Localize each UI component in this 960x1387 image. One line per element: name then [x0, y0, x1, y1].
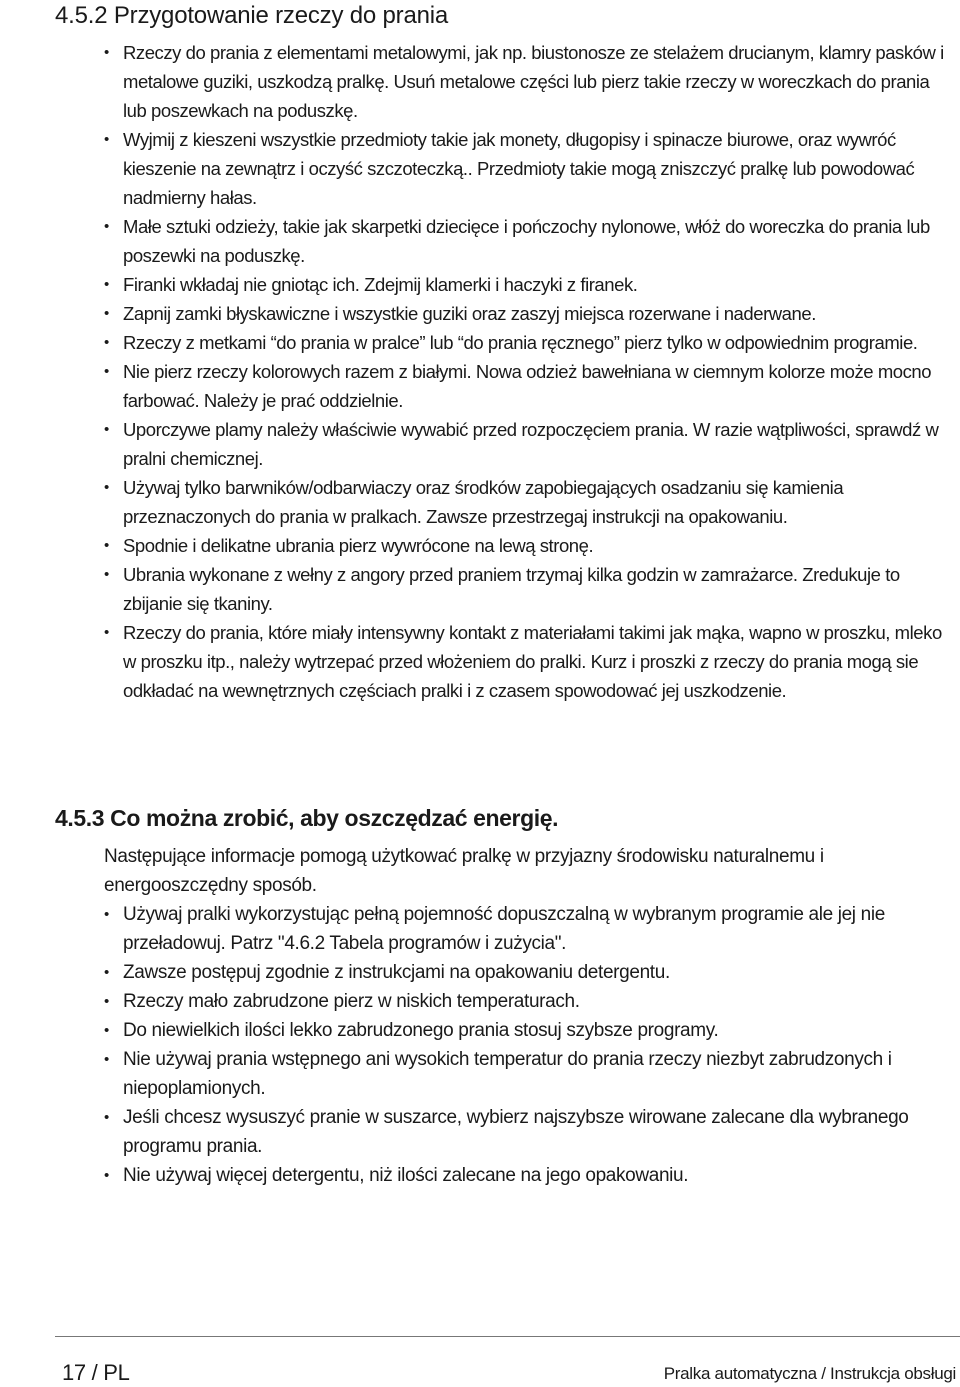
list-item: • Uporczywe plamy należy właściwie wywabić przed rozpoczęciem prania. W razie wątpliwości, sprawdź w pralni chemicznej.: [104, 415, 956, 473]
list-item: • Nie pierz rzeczy kolorowych razem z białymi. Nowa odzież bawełniana w ciemnym kolorze może mocno farbować. Należy je prać oddzielnie.: [104, 357, 956, 415]
energy-saving-intro: Następujące informacje pomogą użytkować pralkę w przyjazny środowisku naturalnemu i energooszczędny sposób.: [104, 846, 824, 896]
list-item: • Rzeczy do prania z elementami metalowymi, jak np. biustonosze ze stelażem drucianym, klamry pasków i metalowe guziki, uszkodzą pralkę. Usuń metalowe części lub pierz takie rzeczy w woreczkach do prania lub poszewkach na poduszkę.: [104, 38, 956, 125]
energy-saving-bullet-list: [104, 900, 956, 1190]
list-item: • Do niewielkich ilości lekko zabrudzonego prania stosuj szybsze programy.: [104, 1016, 956, 1045]
footer-divider: [55, 1336, 960, 1337]
list-item: • Rzeczy do prania, które miały intensywny kontakt z materiałami takimi jak mąka, wapno w proszku, mleko w proszku itp., należy wytrzepać przed włożeniem do pralki. Kurz i proszki z rzeczy do prania mogą sie odkładać na wewnętrznych częściach pralki i z czasem spowodować jej uszkodzenie.: [104, 618, 956, 705]
section-heading-preparation: 4.5.2 Przygotowanie rzeczy do prania: [55, 2, 449, 29]
section-heading-energy-saving: 4.5.3 Co można zrobić, aby oszczędzać energię.: [55, 805, 559, 831]
list-item: • Rzeczy z metkami “do prania w pralce” lub “do prania ręcznego” pierz tylko w odpowiednim programie.: [104, 328, 956, 357]
list-item: • Zapnij zamki błyskawiczne i wszystkie guziki oraz zaszyj miejsca rozerwane i naderwane.: [104, 299, 956, 328]
list-item: • Zawsze postępuj zgodnie z instrukcjami na opakowaniu detergentu.: [104, 958, 956, 987]
list-item: • Nie używaj prania wstępnego ani wysokich temperatur do prania rzeczy niezbyt zabrudzonych i niepoplamionych.: [104, 1045, 956, 1103]
list-item: • Używaj pralki wykorzystując pełną pojemność dopuszczalną w wybranym programie ale jej nie przeładowuj. Patrz "4.6.2 Tabela programów i zużycia".: [104, 900, 956, 958]
page-number: 17 / PL: [62, 1360, 130, 1385]
footer-document-title: Pralka automatyczna / Instrukcja obsługi: [663, 1364, 956, 1383]
list-item: • Wyjmij z kieszeni wszystkie przedmioty takie jak monety, długopisy i spinacze biurowe, oraz wywróć kieszenie na zewnątrz i oczyść szczoteczką.. Przedmioty takie mogą zniszczyć pralkę lub powodować nadmierny hałas.: [104, 125, 956, 212]
preparation-bullet-list: [104, 38, 956, 705]
list-item: • Rzeczy mało zabrudzone pierz w niskich temperaturach.: [104, 987, 956, 1016]
list-item: • Małe sztuki odzieży, takie jak skarpetki dziecięce i pończochy nylonowe, włóż do woreczka do prania lub poszewki na poduszkę.: [104, 212, 956, 270]
list-item: • Spodnie i delikatne ubrania pierz wywrócone na lewą stronę.: [104, 531, 956, 560]
list-item: • Nie używaj więcej detergentu, niż ilości zalecane na jego opakowaniu.: [104, 1161, 956, 1190]
list-item: • Ubrania wykonane z wełny z angory przed praniem trzymaj kilka godzin w zamrażarce. Zredukuje to zbijanie się tkaniny.: [104, 560, 956, 618]
list-item: • Jeśli chcesz wysuszyć pranie w suszarce, wybierz najszybsze wirowane zalecane dla wybranego programu prania.: [104, 1103, 956, 1161]
list-item: • Używaj tylko barwników/odbarwiaczy oraz środków zapobiegających osadzaniu się kamienia przeznaczonych do prania w pralkach. Zawsze przestrzegaj instrukcji na opakowaniu.: [104, 473, 956, 531]
list-item: • Firanki wkładaj nie gniotąc ich. Zdejmij klamerki i haczyki z firanek.: [104, 270, 956, 299]
